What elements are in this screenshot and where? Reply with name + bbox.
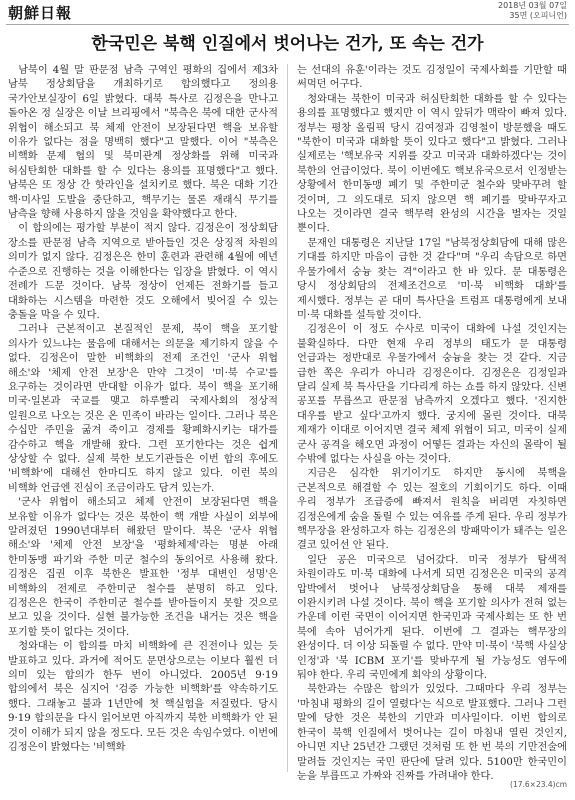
header-rule [6, 24, 569, 25]
clipping-dimensions: (17.6×23.4)cm [510, 780, 567, 789]
paragraph: 남북이 4월 말 판문점 남측 구역인 평화의 집에서 제3차 남북 정상회담을 개최하기로 합의했다고 정의용 국가안보실장이 6일 밝혔다. 대북 특사로 김정은을 만나고 돌아온 정 실장은 이날 브리핑에서 "북측은 북에 대한 군사적 위협이 해소되고 북 체제 안전이 보장된다면 핵을 보유할 이유가 없다는 점을 명백히 했다"고 말했다. 이어 "북측은 비핵화 문제 협의 및 북미관계 정상화를 위해 미국과 허심탄회한 대화를 할 수 있다는 용의를 표명했다"고 했다. 남북은 또 정상 간 핫라인을 설치키로 했다. 북은 대화 기간 핵·미사일 도발을 중단하고, 핵무기는 물론 재래식 무기를 남측을 향해 사용하지 않을 것임을 확약했다고 한다. [8, 65, 278, 221]
page-header [0, 0, 575, 24]
paragraph: 문재인 대통령은 지난달 17일 "남북정상회담에 대해 많은 기대를 하지만 마음이 급한 것 같다"며 "우리 속담으로 하면 우물가에서 숭늉 찾는 격"이라고 한 바 있다. 문 대통령은 당시 정상회담의 전제조건으로 '미·북 비핵화 대화'를 제시했다. 정부는 곧 대미 특사단을 트럼프 대통령에게 보내 미·북 대화를 설득할 것이다. [297, 237, 567, 321]
paragraph: 북한과는 수많은 합의가 있었다. 그때마다 우리 정부는 '마침내 평화의 길이 열렸다'는 식으로 발표했다. 그러나 그런 말에 당한 것은 북한의 기만과 미사일이다. 이번 합의로 한국이 북핵 인질에서 벗어나는 길이 마침내 열린 것인지, 아니면 지난 25년간 그랬던 것처럼 또 한 번 북의 기만전술에 말려들 것인지는 국민 판단에 달려 있다. 5100만 한국민이 눈을 부릅뜨고 가짜와 진짜를 가려내야 한다. [297, 684, 567, 782]
paragraph: 는 선대의 유훈'이라는 것도 김정일이 국제사회를 기만할 때 써먹던 어구다. [297, 65, 567, 91]
paragraph: 이 합의에는 평가할 부분이 적지 않다. 김정은이 정상회담 장소를 판문점 남측 지역으로 받아들인 것은 상징적 차원의 의미가 없지 않다. 김정은은 한미 훈련과 관련해 4월에 예년 수준으로 진행하는 것을 이해한다는 입장을 밝혔다. 이 역시 전례가 드문 것이다. 남북 정상이 언제든 전화기를 들고 대화하는 시스템을 마련한 것도 오해에서 빚어질 수 있는 충돌을 막을 수 있다. [8, 223, 278, 321]
column-divider [287, 64, 288, 772]
newspaper-masthead: 朝鮮日報 [8, 4, 73, 22]
left-column [8, 64, 278, 772]
page-section: 35면 (오피니언) [509, 11, 567, 20]
issue-date: 2018년 03월 07일 [498, 1, 567, 10]
paragraph: 청와대는 북한이 미국과 허심탄회한 대화를 할 수 있다는 용의를 표명했다고 했지만 이 역시 앞뒤가 맥락이 빠져 있다. 정부는 평창 올림픽 당시 김여정과 김영철이 방문했을 때도 "북한이 미국과 대화할 뜻이 있다고 했다"고 밝혔다. 그러나 실제로는 '핵보유국 지위를 갖고 미국과 대화하겠다'는 것이 북한의 언급이었다. 북이 이번에도 핵보유국으로서 인정받는 상황에서 한미동맹 폐기 및 주한미군 철수와 맞바꾸려 할 것이며, 그 의도대로 되지 않으면 핵 폐기를 맞바꾸자고 나오는 것이라면 결국 핵무력 완성의 시간을 벌자는 것일 뿐이다. [297, 93, 567, 235]
paragraph: 그러나 근본적이고 본질적인 문제, 북이 핵을 포기할 의사가 있느냐는 물음에 대해서는 의문을 제기하지 않을 수 없다. 김정은이 말한 비핵화의 전제 조건인 '군사 위협 해소'와 '체제 안전 보장'은 만약 그것이 '미·북 수교'를 요구하는 것이라면 반대할 이유가 없다. 북이 핵을 포기해 미국·일본과 국교를 맺고 하루빨리 국제사회의 정상적 일원으로 나오는 것은 온 민족이 바라는 일이다. 그러나 북은 수십만 주민을 굶겨 죽이고 경제를 황폐화시키는 대가를 감수하고 핵을 개발해 왔다. 그런 포기한다는 것은 쉽게 상상할 수 없다. 실제 북한 보도기관들은 이번 합의 후에도 '비핵화'에 대해선 한마디도 하지 않고 있다. 이런 북의 비핵화 언급엔 진심이 조금이라도 담겨 있는가. [8, 324, 278, 494]
paragraph: 김정은이 이 정도 수사로 미국이 대화에 나설 것인지는 불확실하다. 다만 현재 우리 정부의 태도가 문 대통령 언급과는 정반대로 우물가에서 숭늉을 찾는 것 같다. 지금 급한 쪽은 우리가 아니라 김정은이다. 김정은은 김정일과 달리 실제 북 특사단을 기다리게 하는 쇼를 하지 않았다. 신변 공포를 무릅쓰고 판문점 남측까지 오겠다고 했다. '진지한 대우를 받고 싶다'고까지 했다. 궁지에 몰린 것이다. 대북 제재가 이대로 이어지면 결국 체제 위협이 되고, 미국이 실제 군사 공격을 해오면 과정이 어떻든 결과는 자신의 몰락이 될 수밖에 없다는 사실을 아는 것이다. [297, 324, 567, 465]
right-column [297, 64, 567, 782]
article-body [8, 64, 567, 782]
issue-meta [498, 1, 567, 21]
paragraph: 청와대는 이 합의를 마치 비핵화에 큰 진전이나 있는 듯 발표하고 있다. 과거에 적어도 문면상으로는 이보다 훨씬 더 의미 있는 합의가 한두 번이 아니었다. 2005년 9·19 합의에서 북은 심지어 '검증 가능한 비핵화'를 약속하기도 했다. 그래놓고 불과 1년만에 첫 핵실험을 저질렀다. 당시 9·19 합의문을 다시 읽어보면 아직까지 북한 비핵화가 안 된 것이 이해가 되지 않을 정도다. 모든 것은 속임수였다. 이번에 김정은이 밝혔다는 '비핵화 [8, 641, 278, 754]
paragraph: 일단 공은 미국으로 넘어갔다. 미국 정부가 탐색적 차원이라도 미·북 대화에 나서게 되면 김정은은 미국의 공격 압박에서 벗어나 남북정상회담을 통해 대북 제재를 이완시키려 나설 것이다. 북이 핵을 포기할 의사가 전혀 없는 가운데 이런 국면이 이어지면 한국민과 국제사회는 또 한 번 북에 속아 넘어가게 된다. 이번에 그 결과는 핵무장의 완성이다. 더 이상 되돌릴 수 없다. 만약 미·북이 '북핵 사실상 인정'과 '북 ICBM 포기'를 맞바꾸게 될 가능성도 염두에 둬야 한다. 우리 국민에게 회악의 상황이다. [297, 554, 567, 682]
paragraph: 지금은 심각한 위기이기도 하지만 동시에 북핵을 근본적으로 해결할 수 있는 절호의 기회이기도 하다. 이때 우리 정부가 조급증에 빠져서 원칙을 버리면 자칫하면 김정은에게 숨을 돌릴 수 있는 여유를 주게 된다. 우리 정부가 핵무장을 완성하고자 하는 김정은의 방패막이가 돼주는 일은 결코 있어선 안 된다. [297, 468, 567, 552]
editorial-headline: 한국민은 북핵 인질에서 벗어나는 건가, 또 속는 건가 [91, 34, 484, 54]
paragraph: '군사 위협이 해소되고 체제 안전이 보장된다면 핵을 보유할 이유가 없다'는 것은 북한이 핵 개발 사실이 외부에 알려졌던 1990년대부터 해왔던 말이다. 북은 '군사 위협 해소'와 '체제 안전 보장'을 '평화체제'라는 명분 아래 한미동맹 파기와 주한 미군 철수의 동의어로 사용해 왔다. 김정은 집권 이후 북한은 발표한 '정부 대변인 성명'은 비핵화의 전제로 주한미군 철수를 분명히 하고 있다. 김정은은 한국이 주한미군 철수를 받아들이지 못할 것으로 보고 있을 것이다. 실현 불가능한 조건을 내거는 것은 핵을 포기할 뜻이 없다는 것이다. [8, 497, 278, 638]
